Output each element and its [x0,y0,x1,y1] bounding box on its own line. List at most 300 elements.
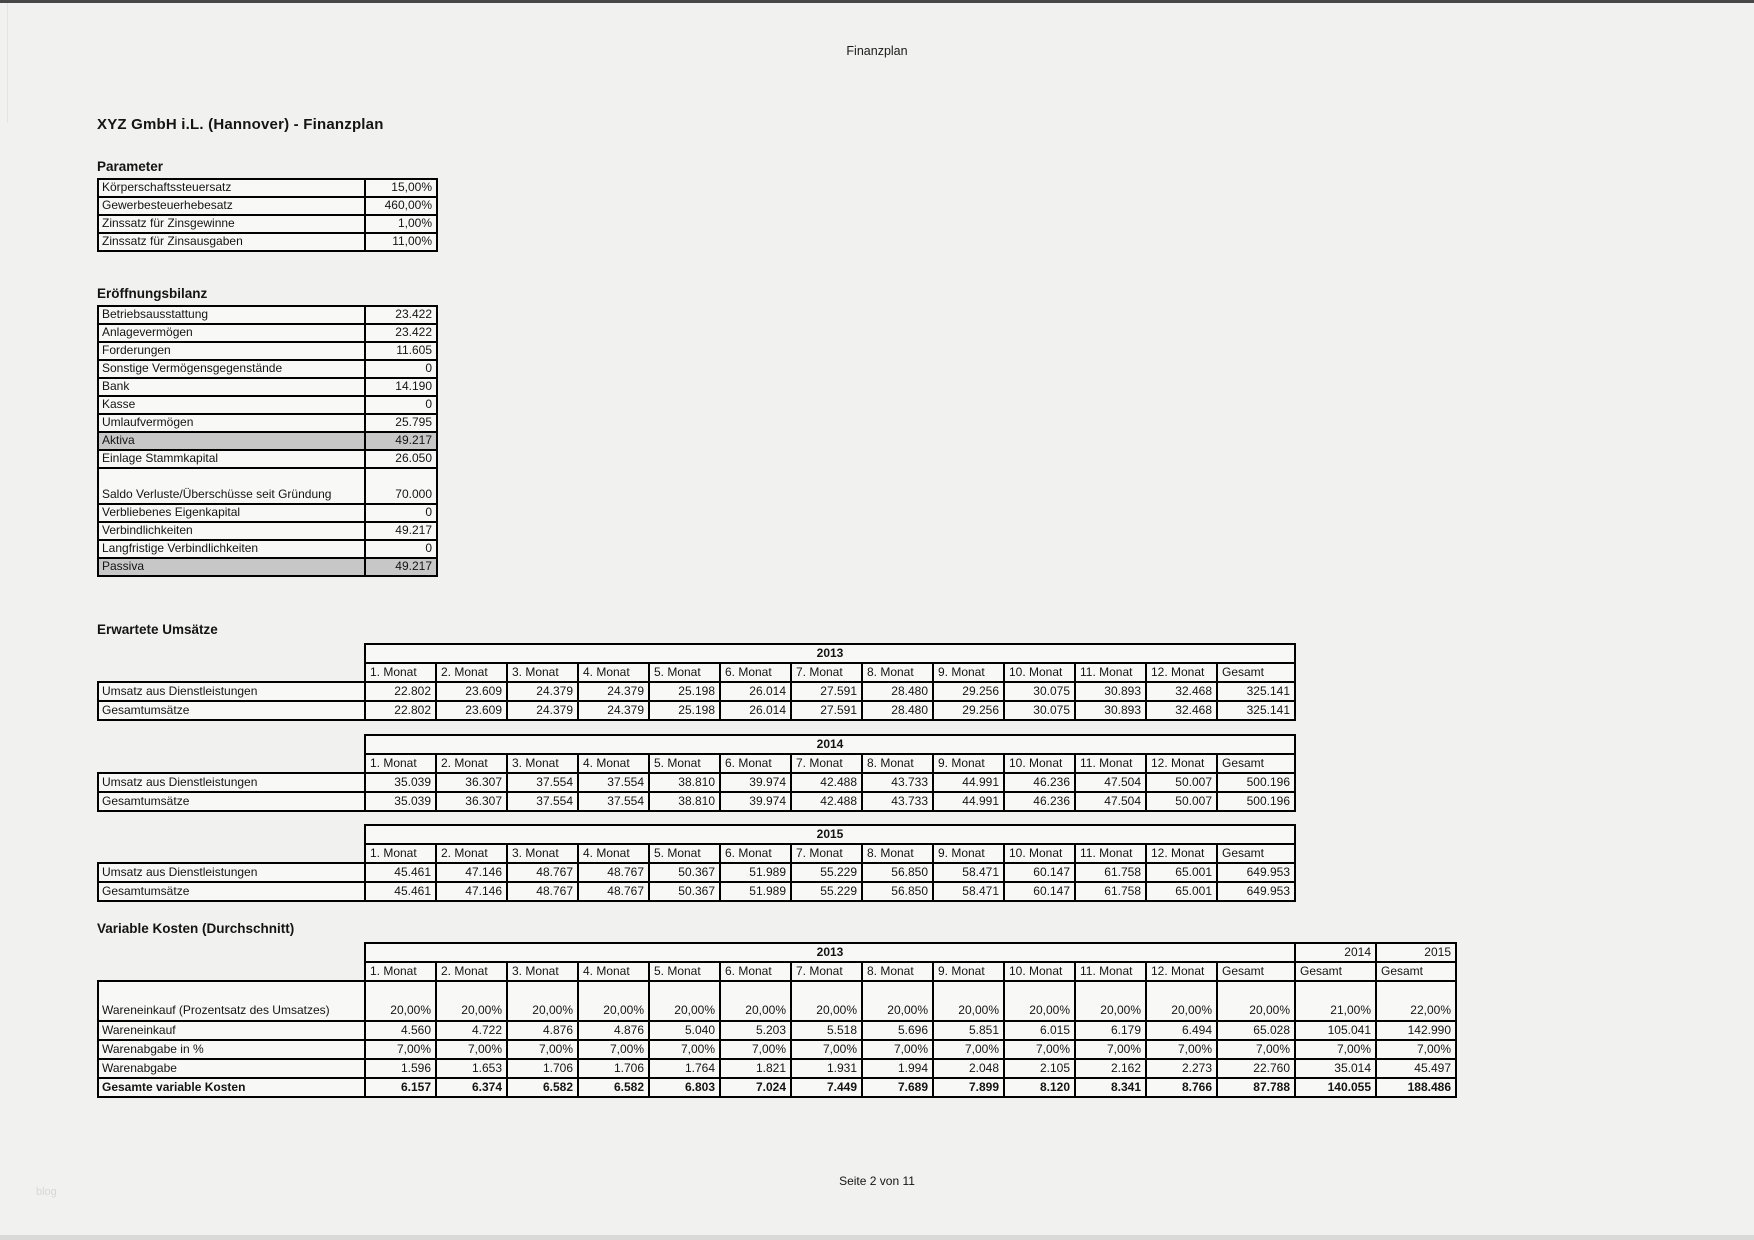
spacer-cell [98,825,365,844]
table-row [98,233,437,251]
table-row [98,468,437,504]
row-label: Gesamtumsätze [98,792,365,811]
row-value: 26.050 [365,450,437,468]
month-header: 7. Monat [791,663,862,682]
cell-value: 37.554 [507,773,578,792]
section-heading-erwartete-umsaetze: Erwartete Umsätze [97,622,218,637]
cell-value: 7,00% [365,1040,436,1059]
cell-value: 5.040 [649,1021,720,1040]
month-header: 12. Monat [1146,663,1217,682]
cell-value: 50.007 [1146,792,1217,811]
cell-value: 7,00% [933,1040,1004,1059]
cell-value: 7.449 [791,1078,862,1097]
row-value: 49.217 [365,558,437,576]
umsatz-table-2013 [97,643,1296,721]
row-label: Umsatz aus Dienstleistungen [98,682,365,701]
month-header-row [98,844,1295,863]
cell-value: 20,00% [791,981,862,1021]
cell-value: 1.931 [791,1059,862,1078]
cell-value: 48.767 [507,863,578,882]
cell-value: 47.504 [1075,773,1146,792]
year-label: 2014 [365,735,1295,754]
cell-value: 20,00% [720,981,791,1021]
cell-value: 47.146 [436,863,507,882]
cell-value: 46.236 [1004,773,1075,792]
month-header: 2. Monat [436,962,507,981]
row-value: 14.190 [365,378,437,396]
cell-value: 1.764 [649,1059,720,1078]
row-label: Gesamtumsätze [98,882,365,901]
cell-value: 7,00% [649,1040,720,1059]
cell-value: 8.341 [1075,1078,1146,1097]
document-title: XYZ GmbH i.L. (Hannover) - Finanzplan [97,116,384,133]
variable-kosten-table [97,942,1457,1098]
month-header: 11. Monat [1075,962,1146,981]
year-band-row [98,644,1295,663]
row-label: Aktiva [98,432,365,450]
cell-value: 48.767 [507,882,578,901]
cell-value: 51.989 [720,863,791,882]
row-value: 0 [365,504,437,522]
cell-value: 23.609 [436,682,507,701]
cell-value: 1.994 [862,1059,933,1078]
cell-value: 649.953 [1217,882,1295,901]
cell-value: 20,00% [933,981,1004,1021]
cell-value: 58.471 [933,882,1004,901]
cell-value: 47.146 [436,882,507,901]
row-label: Gesamte variable Kosten [98,1078,365,1097]
cell-value: 6.015 [1004,1021,1075,1040]
cell-value: 6.494 [1146,1021,1217,1040]
cell-value: 30.893 [1075,701,1146,720]
year-label: 2015 [1376,943,1456,962]
cell-value: 7,00% [436,1040,507,1059]
cell-value: 2.048 [933,1059,1004,1078]
cell-value: 1.653 [436,1059,507,1078]
cell-value: 20,00% [1004,981,1075,1021]
cell-value: 22.802 [365,682,436,701]
spacer-cell [98,644,365,663]
cell-value: 325.141 [1217,682,1295,701]
cell-value: 7.689 [862,1078,933,1097]
month-header: 1. Monat [365,844,436,863]
cell-value: 7.899 [933,1078,1004,1097]
row-label: Zinssatz für Zinsausgaben [98,233,365,251]
year-band-row [98,943,1456,962]
cell-value: 649.953 [1217,863,1295,882]
cell-value: 36.307 [436,792,507,811]
cell-value: 39.974 [720,792,791,811]
month-header: Gesamt [1217,844,1295,863]
table-row [98,504,437,522]
cell-value: 188.486 [1376,1078,1456,1097]
cell-value: 43.733 [862,773,933,792]
cell-value: 4.876 [578,1021,649,1040]
row-label: Passiva [98,558,365,576]
row-value: 70.000 [365,468,437,504]
month-header: 6. Monat [720,663,791,682]
row-value: 1,00% [365,215,437,233]
month-header: 9. Monat [933,962,1004,981]
cell-value: 56.850 [862,863,933,882]
month-header: 2. Monat [436,844,507,863]
cell-value: 7,00% [1376,1040,1456,1059]
cell-value: 20,00% [1146,981,1217,1021]
cell-value: 140.055 [1295,1078,1376,1097]
cell-value: 24.379 [507,701,578,720]
cell-value: 6.157 [365,1078,436,1097]
row-label: Kasse [98,396,365,414]
row-value: 25.795 [365,414,437,432]
row-label: Zinssatz für Zinsgewinne [98,215,365,233]
month-header: 6. Monat [720,844,791,863]
table-row [98,882,1295,901]
row-label: Forderungen [98,342,365,360]
month-header: 2. Monat [436,663,507,682]
table-row [98,396,437,414]
month-header: 6. Monat [720,754,791,773]
row-value: 23.422 [365,306,437,324]
month-header: 10. Monat [1004,962,1075,981]
cell-value: 8.766 [1146,1078,1217,1097]
cell-value: 26.014 [720,701,791,720]
table-row [98,306,437,324]
month-header: 11. Monat [1075,663,1146,682]
month-header: 9. Monat [933,754,1004,773]
month-header: 6. Monat [720,962,791,981]
month-header: 9. Monat [933,844,1004,863]
month-header: 10. Monat [1004,663,1075,682]
cell-value: 32.468 [1146,682,1217,701]
cell-value: 37.554 [507,792,578,811]
cell-value: 45.497 [1376,1059,1456,1078]
month-header: 1. Monat [365,962,436,981]
cell-value: 56.850 [862,882,933,901]
month-header: 8. Monat [862,754,933,773]
row-label: Langfristige Verbindlichkeiten [98,540,365,558]
table-row [98,179,437,197]
year-label: 2013 [365,644,1295,663]
table-row [98,682,1295,701]
row-label: Warenabgabe in % [98,1040,365,1059]
month-header: 5. Monat [649,754,720,773]
table-row [98,324,437,342]
month-header: 10. Monat [1004,754,1075,773]
cell-value: 38.810 [649,773,720,792]
month-header: 3. Monat [507,754,578,773]
cell-value: 39.974 [720,773,791,792]
cell-value: 27.591 [791,701,862,720]
cell-value: 105.041 [1295,1021,1376,1040]
month-header: 1. Monat [365,663,436,682]
umsatz-table-2015 [97,824,1296,902]
row-label: Gewerbesteuerhebesatz [98,197,365,215]
bottom-edge-divider [0,1235,1754,1240]
cell-value: 7.024 [720,1078,791,1097]
cell-value: 22.802 [365,701,436,720]
cell-value: 5.203 [720,1021,791,1040]
month-header: Gesamt [1217,663,1295,682]
year-label: 2014 [1295,943,1376,962]
table-row [98,792,1295,811]
cell-value: 30.075 [1004,682,1075,701]
table-row [98,432,437,450]
cell-value: 51.989 [720,882,791,901]
row-value: 23.422 [365,324,437,342]
month-header: Gesamt [1295,962,1376,981]
cell-value: 7,00% [1075,1040,1146,1059]
year-band-row [98,735,1295,754]
cell-value: 55.229 [791,882,862,901]
cell-value: 44.991 [933,792,1004,811]
spacer-cell [98,943,365,962]
month-header: 2. Monat [436,754,507,773]
cell-value: 142.990 [1376,1021,1456,1040]
cell-value: 6.179 [1075,1021,1146,1040]
table-row [98,197,437,215]
table-row [98,414,437,432]
cell-value: 7,00% [791,1040,862,1059]
row-label: Umsatz aus Dienstleistungen [98,863,365,882]
cell-value: 1.821 [720,1059,791,1078]
month-header: 1. Monat [365,754,436,773]
top-edge-divider [0,0,1754,3]
cell-value: 61.758 [1075,882,1146,901]
row-value: 460,00% [365,197,437,215]
row-label: Betriebsausstattung [98,306,365,324]
cell-value: 37.554 [578,773,649,792]
row-label: Wareneinkauf [98,1021,365,1040]
cell-value: 1.706 [578,1059,649,1078]
cell-value: 20,00% [649,981,720,1021]
cell-value: 7,00% [1004,1040,1075,1059]
month-header: Gesamt [1376,962,1456,981]
cell-value: 22,00% [1376,981,1456,1021]
row-value: 15,00% [365,179,437,197]
cell-value: 60.147 [1004,863,1075,882]
cell-value: 325.141 [1217,701,1295,720]
cell-value: 7,00% [1295,1040,1376,1059]
year-label: 2013 [365,943,1295,962]
cell-value: 20,00% [1075,981,1146,1021]
cell-value: 43.733 [862,792,933,811]
cell-value: 30.075 [1004,701,1075,720]
month-header: 7. Monat [791,962,862,981]
row-label: Einlage Stammkapital [98,450,365,468]
row-value: 49.217 [365,522,437,540]
month-header: 4. Monat [578,962,649,981]
table-row [98,360,437,378]
row-label: Sonstige Vermögensgegenstände [98,360,365,378]
month-header-row [98,962,1456,981]
month-header: 4. Monat [578,663,649,682]
eroeffnungsbilanz-table [97,305,438,577]
cell-value: 30.893 [1075,682,1146,701]
cell-value: 22.760 [1217,1059,1295,1078]
month-header: 8. Monat [862,962,933,981]
cell-value: 50.367 [649,863,720,882]
cell-value: 24.379 [507,682,578,701]
cell-value: 2.273 [1146,1059,1217,1078]
month-header: 12. Monat [1146,844,1217,863]
year-band-row [98,825,1295,844]
cell-value: 36.307 [436,773,507,792]
row-label: Anlagevermögen [98,324,365,342]
cell-value: 500.196 [1217,792,1295,811]
spacer-cell [98,962,365,981]
month-header: 11. Monat [1075,844,1146,863]
table-row [98,540,437,558]
month-header: 7. Monat [791,754,862,773]
cell-value: 24.379 [578,682,649,701]
month-header: 12. Monat [1146,754,1217,773]
month-header-row [98,754,1295,773]
table-row [98,773,1295,792]
row-label: Umsatz aus Dienstleistungen [98,773,365,792]
table-row [98,215,437,233]
cell-value: 20,00% [436,981,507,1021]
cell-value: 28.480 [862,701,933,720]
cell-value: 5.851 [933,1021,1004,1040]
table-row [98,1040,1456,1059]
watermark: blog [36,1186,57,1198]
cell-value: 24.379 [578,701,649,720]
cell-value: 37.554 [578,792,649,811]
row-value: 0 [365,396,437,414]
cell-value: 8.120 [1004,1078,1075,1097]
parameter-table [97,178,438,252]
row-label: Umlaufvermögen [98,414,365,432]
cell-value: 26.014 [720,682,791,701]
cell-value: 35.039 [365,773,436,792]
cell-value: 4.876 [507,1021,578,1040]
row-value: 11.605 [365,342,437,360]
cell-value: 6.582 [578,1078,649,1097]
cell-value: 25.198 [649,682,720,701]
cell-value: 29.256 [933,682,1004,701]
cell-value: 20,00% [578,981,649,1021]
month-header: 8. Monat [862,844,933,863]
month-header: Gesamt [1217,962,1295,981]
month-header: 5. Monat [649,663,720,682]
cell-value: 2.105 [1004,1059,1075,1078]
table-row [98,1078,1456,1097]
cell-value: 20,00% [1217,981,1295,1021]
row-value: 49.217 [365,432,437,450]
cell-value: 65.028 [1217,1021,1295,1040]
month-header: 3. Monat [507,663,578,682]
row-label: Warenabgabe [98,1059,365,1078]
cell-value: 42.488 [791,773,862,792]
cell-value: 48.767 [578,882,649,901]
month-header: 9. Monat [933,663,1004,682]
cell-value: 2.162 [1075,1059,1146,1078]
row-value: 0 [365,360,437,378]
cell-value: 46.236 [1004,792,1075,811]
cell-value: 29.256 [933,701,1004,720]
month-header: 4. Monat [578,754,649,773]
cell-value: 6.803 [649,1078,720,1097]
cell-value: 45.461 [365,882,436,901]
cell-value: 48.767 [578,863,649,882]
cell-value: 5.696 [862,1021,933,1040]
cell-value: 38.810 [649,792,720,811]
row-label: Bank [98,378,365,396]
cell-value: 45.461 [365,863,436,882]
row-value: 11,00% [365,233,437,251]
cell-value: 6.582 [507,1078,578,1097]
cell-value: 7,00% [578,1040,649,1059]
year-label: 2015 [365,825,1295,844]
cell-value: 500.196 [1217,773,1295,792]
row-label: Verbliebenes Eigenkapital [98,504,365,522]
cell-value: 7,00% [862,1040,933,1059]
cell-value: 42.488 [791,792,862,811]
cell-value: 87.788 [1217,1078,1295,1097]
table-row [98,378,437,396]
month-header: 4. Monat [578,844,649,863]
cell-value: 65.001 [1146,882,1217,901]
month-header: 12. Monat [1146,962,1217,981]
table-row [98,522,437,540]
cell-value: 55.229 [791,863,862,882]
cell-value: 25.198 [649,701,720,720]
table-row [98,342,437,360]
table-row [98,1059,1456,1078]
month-header: 3. Monat [507,962,578,981]
month-header: 10. Monat [1004,844,1075,863]
cell-value: 35.014 [1295,1059,1376,1078]
spacer-cell [98,754,365,773]
month-header: 5. Monat [649,962,720,981]
row-label: Verbindlichkeiten [98,522,365,540]
cell-value: 28.480 [862,682,933,701]
cell-value: 21,00% [1295,981,1376,1021]
cell-value: 35.039 [365,792,436,811]
cell-value: 4.560 [365,1021,436,1040]
cell-value: 6.374 [436,1078,507,1097]
month-header: 8. Monat [862,663,933,682]
month-header: 7. Monat [791,844,862,863]
cell-value: 60.147 [1004,882,1075,901]
section-heading-eroeffnungsbilanz: Eröffnungsbilanz [97,286,208,301]
table-row [98,701,1295,720]
spacer-cell [98,735,365,754]
cell-value: 7,00% [1217,1040,1295,1059]
section-heading-variable-kosten: Variable Kosten (Durchschnitt) [97,921,295,936]
cell-value: 1.596 [365,1059,436,1078]
table-row [98,981,1456,1021]
cell-value: 5.518 [791,1021,862,1040]
row-label: Saldo Verluste/Überschüsse seit Gründung [98,468,365,504]
page-footer: Seite 2 von 11 [839,1174,915,1188]
cell-value: 27.591 [791,682,862,701]
table-row [98,1021,1456,1040]
row-value: 0 [365,540,437,558]
cell-value: 4.722 [436,1021,507,1040]
spacer-cell [98,663,365,682]
cell-value: 20,00% [365,981,436,1021]
row-label: Körperschaftssteuersatz [98,179,365,197]
month-header: 3. Monat [507,844,578,863]
left-edge-line [7,3,8,123]
cell-value: 23.609 [436,701,507,720]
page-header-title: Finanzplan [846,44,908,58]
section-heading-parameter: Parameter [97,159,164,174]
cell-value: 1.706 [507,1059,578,1078]
cell-value: 50.007 [1146,773,1217,792]
cell-value: 32.468 [1146,701,1217,720]
